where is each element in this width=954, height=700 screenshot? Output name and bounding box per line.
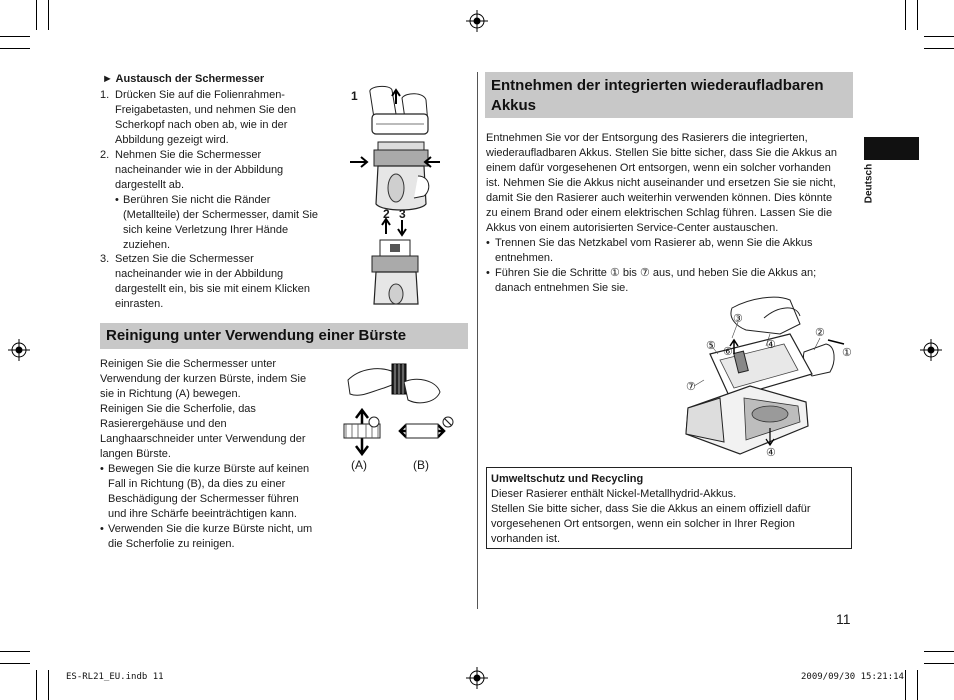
bullet-dot: • — [486, 237, 490, 249]
registration-mark-top — [466, 10, 488, 32]
crop-mark — [48, 0, 49, 30]
step-2-line: Nehmen Sie die Schermesser — [115, 149, 262, 161]
brush-bullet-2-line: die Scherfolie zu reinigen. — [108, 538, 235, 550]
callout-4-bottom: ④ — [766, 447, 776, 459]
brush-bullet-1-line: Bewegen Sie die kurze Bürste auf keinen — [108, 463, 310, 475]
battery-paragraph-line: damit Sie den Rasierer auch weiterhin verwenden können. Dies könnte — [486, 192, 833, 204]
step-2-bullet-line: (Metallteile) der Schermesser, damit Sie — [123, 209, 319, 221]
replace-blades-title: ► Austausch der Schermesser — [102, 73, 265, 85]
battery-paragraph-line: wiederaufladbaren Akkus. Stellen Sie bitte sicher, dass Sie die Akkus an — [486, 147, 837, 159]
battery-heading-line-1: Entnehmen der integrierten wiederaufladbaren — [491, 77, 824, 94]
callout-6: ⑥ — [723, 346, 733, 358]
crop-mark — [905, 670, 906, 700]
callout-1: ① — [842, 347, 852, 359]
battery-bullet-2-line: danach entnehmen Sie sie. — [495, 282, 629, 294]
footer-datetime: 2009/09/30 15:21:14 — [801, 672, 904, 682]
crop-mark — [917, 0, 918, 30]
step-1-line: Abbildung gezeigt wird. — [115, 134, 229, 146]
crop-mark — [36, 670, 37, 700]
label-direction-a: (A) — [351, 458, 367, 472]
callout-3: ③ — [733, 313, 743, 325]
brush-paragraph-line: langen Bürste. — [100, 448, 171, 460]
brush-cleaning-illustration — [340, 358, 460, 458]
eco-box-line: Stellen Sie bitte sicher, dass Sie die Akkus an einem offiziell dafür — [491, 503, 811, 515]
battery-heading-line-2: Akkus — [491, 97, 537, 114]
battery-paragraph-line: ist. Nehmen Sie die Akkus nicht auseinander und ersetzen Sie sie nicht, — [486, 177, 836, 189]
callout-7: ⑦ — [686, 381, 696, 393]
battery-bullet-2-line: Führen Sie die Schritte ① bis ⑦ aus, und heben Sie die Akkus an; — [495, 267, 817, 279]
brush-bullet-1-line: Fall in Richtung (B), da dies zu einer — [108, 478, 286, 490]
battery-bullet-1-line: entnehmen. — [495, 252, 554, 264]
column-divider — [477, 72, 478, 609]
brush-paragraph-line: Rasierergehäuse und den — [100, 418, 227, 430]
step-2-line: nacheinander wie in der Abbildung — [115, 164, 284, 176]
step-2-bullet-line: sich keine Verletzung Ihrer Hände — [123, 224, 289, 236]
battery-paragraph-line: Entnehmen Sie vor der Entsorgung des Rasierers die integrierten, — [486, 132, 808, 144]
battery-removal-illustration — [680, 294, 860, 460]
eco-box-line: vorhanden ist. — [491, 533, 561, 545]
crop-mark — [905, 0, 906, 30]
bullet-dot: • — [115, 194, 119, 206]
figure-label-2: 2 — [383, 207, 390, 221]
brush-bullet-2-line: Verwenden Sie die kurze Bürste nicht, um — [108, 523, 313, 535]
battery-bullet-1-line: Trennen Sie das Netzkabel vom Rasierer ab, wenn Sie die Akkus — [495, 237, 813, 249]
brush-paragraph-line: Reinigen Sie die Schermesser unter — [100, 358, 277, 370]
crop-mark — [0, 48, 30, 49]
footer-filename: ES-RL21_EU.indb 11 — [66, 672, 164, 682]
crop-mark — [917, 670, 918, 700]
crop-mark — [0, 36, 30, 37]
crop-mark — [924, 36, 954, 37]
bullet-dot: • — [100, 463, 104, 475]
eco-box-title: Umweltschutz und Recycling — [491, 473, 644, 485]
step-1-line: Scherkopf nach oben ab, wie in der — [115, 119, 288, 131]
callout-5: ⑤ — [706, 340, 716, 352]
brush-paragraph-line: Reinigen Sie die Scherfolie, das — [100, 403, 256, 415]
step-3-line: Setzen Sie die Schermesser — [115, 253, 254, 265]
step-1-line: Drücken Sie auf die Folienrahmen- — [115, 89, 285, 101]
crop-mark — [0, 651, 30, 652]
registration-mark-right — [920, 339, 942, 361]
step-1-number: 1. — [100, 89, 110, 101]
battery-paragraph-line: zu einem Brand oder einem elektrischen Schlag führen. Lassen Sie die — [486, 207, 833, 219]
brush-paragraph-line: sie in Richtung (A) bewegen. — [100, 388, 241, 400]
step-3-number: 3. — [100, 253, 110, 265]
callout-4-top: ④ — [766, 339, 776, 351]
eco-box-line: vorgesehenen Ort entsorgen, wenn ein solcher in Ihrer Region — [491, 518, 795, 530]
eco-box-line: Dieser Rasierer enthält Nickel-Metallhydrid-Akkus. — [491, 488, 737, 500]
figure-label-1: 1 — [351, 89, 358, 103]
registration-mark-left — [8, 339, 30, 361]
crop-mark — [0, 663, 30, 664]
step-2-bullet-line: zuziehen. — [123, 239, 171, 251]
figure-label-3: 3 — [399, 207, 406, 221]
label-direction-b: (B) — [413, 458, 429, 472]
bullet-dot: • — [486, 267, 490, 279]
battery-paragraph-line: Akkus von einem autorisierten Service-Center austauschen. — [486, 222, 779, 234]
step-3-line: dargestellt ein, bis sie mit einem Klicken — [115, 283, 311, 295]
battery-removal-heading — [485, 72, 853, 118]
crop-mark — [924, 663, 954, 664]
step-3-line: nacheinander wie in der Abbildung — [115, 268, 284, 280]
step-3-line: einrasten. — [115, 298, 164, 310]
battery-paragraph-line: einem dafür vorgesehenen Ort entsorgen, wenn ein solcher vorhanden — [486, 162, 831, 174]
crop-mark — [924, 48, 954, 49]
environment-recycling-box — [486, 467, 852, 549]
callout-2: ② — [815, 327, 825, 339]
step-1-line: Freigabetasten, und nehmen Sie den — [115, 104, 297, 116]
crop-mark — [48, 670, 49, 700]
shaver-blade-removal-illustration — [340, 84, 450, 306]
registration-mark-bottom — [466, 667, 488, 689]
brush-paragraph-line: Langhaarschneider unter Verwendung der — [100, 433, 306, 445]
step-2-bullet-line: Berühren Sie nicht die Ränder — [123, 194, 271, 206]
language-tab-label: Deutsch — [863, 163, 875, 204]
step-2-number: 2. — [100, 149, 110, 161]
crop-mark — [36, 0, 37, 30]
brush-cleaning-heading: Reinigung unter Verwendung einer Bürste — [100, 323, 468, 349]
bullet-dot: • — [100, 523, 104, 535]
brush-bullet-1-line: Beschädigung der Schermesser führen — [108, 493, 299, 505]
page-number: 11 — [836, 611, 851, 627]
brush-bullet-1-line: und ihre Schärfe beeinträchtigen kann. — [108, 508, 297, 520]
crop-mark — [924, 651, 954, 652]
step-2-line: dargestellt ab. — [115, 179, 185, 191]
brush-paragraph-line: Verwendung der kurzen Bürste, indem Sie — [100, 373, 307, 385]
